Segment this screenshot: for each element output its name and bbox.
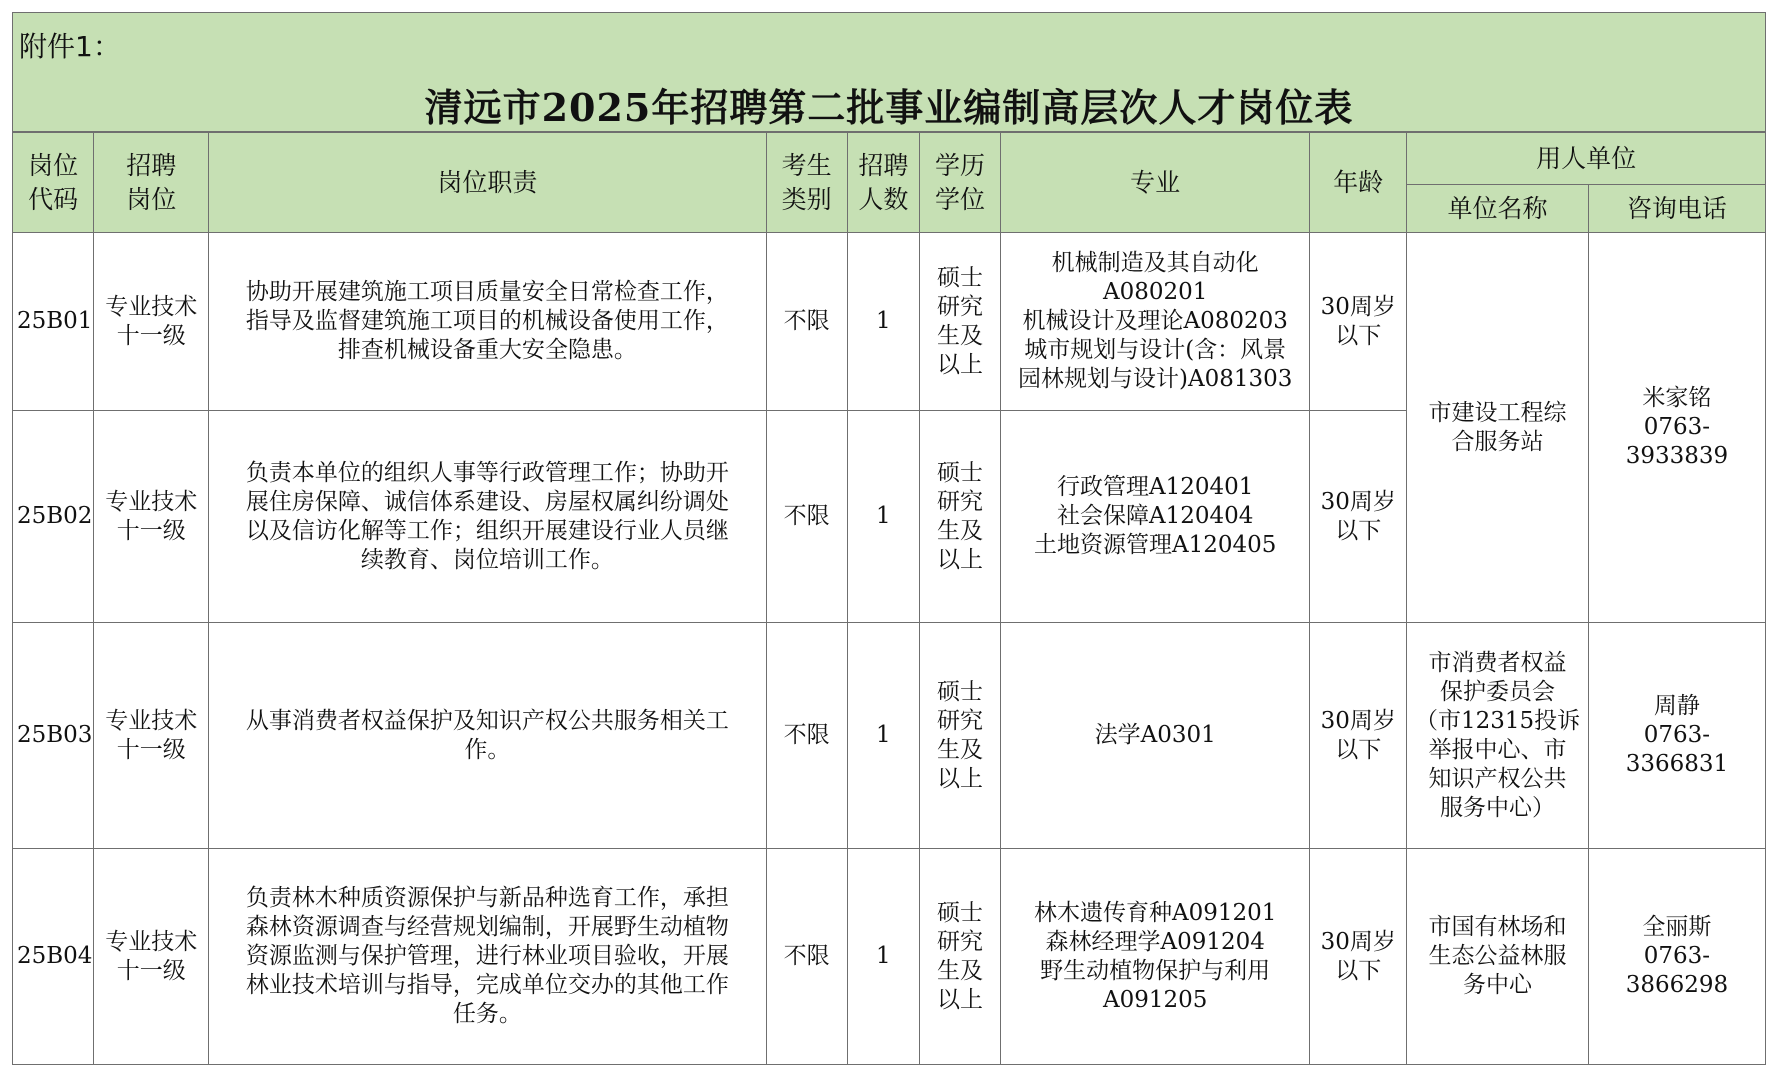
cell-major <box>1001 411 1310 623</box>
header-category-line1: 考生 <box>781 150 832 180</box>
unit-name-line: （市12315投诉 <box>1414 707 1581 734</box>
major-line: 土地资源管理A120405 <box>1033 532 1277 558</box>
edu-line: 以上 <box>937 986 984 1013</box>
duty-line: 负责林木种质资源保护与新品种选育工作，承担 <box>245 885 729 911</box>
header-edu-line2: 学位 <box>935 184 986 214</box>
cell-count: 1 <box>847 623 919 849</box>
duty-line: 续教育、岗位培训工作。 <box>360 546 614 573</box>
major-line: 法学A0301 <box>1094 722 1216 748</box>
cell-edu <box>919 849 1000 1065</box>
age-line: 以下 <box>1335 517 1382 544</box>
duty-line: 负责本单位的组织人事等行政管理工作；协助开 <box>245 459 729 486</box>
major-line: 野生动植物保护与利用 <box>1040 957 1271 984</box>
edu-line: 生及 <box>937 957 984 984</box>
post-line: 十一级 <box>116 517 186 544</box>
edu-line: 生及 <box>937 736 984 763</box>
duty-line: 作。 <box>464 736 511 763</box>
cell-duty <box>209 233 766 411</box>
cell-category: 不限 <box>766 623 847 849</box>
unit-name-line: 市消费者权益 <box>1428 649 1567 676</box>
unit-name-line: 务中心 <box>1463 972 1533 998</box>
duty-line: 以及信访化解等工作；组织开展建设行业人员继 <box>245 517 729 544</box>
header-edu <box>919 133 1000 233</box>
cell-age <box>1310 233 1407 411</box>
duty-line: 资源监测与保护管理，进行林业项目验收，开展 <box>245 943 729 969</box>
header-unit-name: 单位名称 <box>1407 185 1589 233</box>
unit-name-line: 市国有林场和 <box>1428 914 1567 940</box>
age-line: 30周岁 <box>1320 928 1396 955</box>
cell-phone <box>1588 623 1765 849</box>
cell-duty <box>209 623 766 849</box>
edu-line: 研究 <box>937 488 984 515</box>
unit-name-line: 市建设工程综 <box>1428 399 1567 426</box>
contact-phone: 0763-3866298 <box>1625 943 1729 998</box>
header-employer-group: 用人单位 <box>1407 133 1766 185</box>
table-row <box>13 849 1766 1065</box>
cell-duty <box>209 411 766 623</box>
unit-name-line: 合服务站 <box>1451 428 1544 455</box>
major-line: 机械制造及其自动化 <box>1051 250 1259 276</box>
cell-post <box>94 411 209 623</box>
post-line: 十一级 <box>116 957 186 984</box>
age-line: 30周岁 <box>1320 488 1396 515</box>
age-line: 以下 <box>1335 736 1382 763</box>
header-code <box>13 133 94 233</box>
major-line: A091205 <box>1102 986 1208 1013</box>
cell-code: 25B01 <box>13 233 94 411</box>
cell-age <box>1310 623 1407 849</box>
header-code-line2: 代码 <box>28 184 79 214</box>
unit-name-line: 保护委员会 <box>1440 678 1556 705</box>
cell-category: 不限 <box>766 411 847 623</box>
edu-line: 硕士 <box>937 678 984 705</box>
edu-line: 硕士 <box>937 264 984 291</box>
contact-name: 米家铭 <box>1642 385 1712 411</box>
post-line: 十一级 <box>116 736 186 763</box>
cell-phone <box>1588 233 1765 623</box>
age-line: 30周岁 <box>1320 707 1396 734</box>
edu-line: 研究 <box>937 928 984 955</box>
major-line: A080201 <box>1102 279 1208 305</box>
post-line: 专业技术 <box>105 293 198 320</box>
edu-line: 以上 <box>937 546 984 573</box>
header-duty: 岗位职责 <box>209 133 766 233</box>
unit-name-line: 举报中心、市 <box>1428 736 1567 763</box>
post-line: 专业技术 <box>105 488 198 515</box>
cell-count: 1 <box>847 411 919 623</box>
unit-name-line: 服务中心） <box>1440 794 1556 821</box>
contact-name: 周静 <box>1653 693 1700 719</box>
cell-duty <box>209 849 766 1065</box>
edu-line: 硕士 <box>937 899 984 926</box>
cell-unit-name <box>1407 623 1589 849</box>
header-category-line2: 类别 <box>781 184 832 214</box>
unit-name-line: 知识产权公共 <box>1428 765 1567 792</box>
cell-phone <box>1588 849 1765 1065</box>
duty-line: 任务。 <box>452 1001 522 1027</box>
edu-line: 以上 <box>937 765 984 792</box>
cell-code: 25B02 <box>13 411 94 623</box>
header-category <box>766 133 847 233</box>
table-row <box>13 623 1766 849</box>
cell-post <box>94 233 209 411</box>
header-major: 专业 <box>1001 133 1310 233</box>
duty-line: 从事消费者权益保护及知识产权公共服务相关工 <box>245 707 729 734</box>
major-line: 园林规划与设计)A081303 <box>1017 366 1293 392</box>
header-code-line1: 岗位 <box>28 150 79 180</box>
header-band <box>12 12 1766 132</box>
duty-line: 林业技术培训与指导，完成单位交办的其他工作 <box>245 972 729 998</box>
major-line: 社会保障A120404 <box>1056 503 1254 529</box>
header-count <box>847 133 919 233</box>
age-line: 以下 <box>1335 957 1382 984</box>
header-edu-line1: 学历 <box>935 150 986 180</box>
post-line: 专业技术 <box>105 707 198 734</box>
edu-line: 硕士 <box>937 459 984 486</box>
cell-post <box>94 849 209 1065</box>
edu-line: 研究 <box>937 293 984 320</box>
cell-count: 1 <box>847 233 919 411</box>
cell-post <box>94 623 209 849</box>
edu-line: 研究 <box>937 707 984 734</box>
header-post-line1: 招聘 <box>126 150 177 180</box>
page-title: 清远市2025年招聘第二批事业编制高层次人才岗位表 <box>424 85 1354 130</box>
contact-name: 全丽斯 <box>1642 914 1712 940</box>
header-age: 年龄 <box>1310 133 1407 233</box>
cell-unit-name <box>1407 233 1589 623</box>
duty-line: 协助开展建筑施工项目质量安全日常检查工作， <box>245 279 729 305</box>
header-post-line2: 岗位 <box>126 184 177 214</box>
cell-major <box>1001 623 1310 849</box>
duty-line: 指导及监督建筑施工项目的机械设备使用工作， <box>245 308 729 334</box>
cell-edu <box>919 623 1000 849</box>
header-count-line1: 招聘 <box>858 150 909 180</box>
header-post <box>94 133 209 233</box>
cell-edu <box>919 411 1000 623</box>
contact-phone: 0763-3366831 <box>1625 722 1729 777</box>
duty-line: 排查机械设备重大安全隐患。 <box>337 337 637 363</box>
cell-age <box>1310 411 1407 623</box>
major-line: 林木遗传育种A091201 <box>1033 899 1277 926</box>
attachment-label: 附件1： <box>19 30 121 63</box>
edu-line: 生及 <box>937 322 984 349</box>
cell-major <box>1001 849 1310 1065</box>
cell-code: 25B03 <box>13 623 94 849</box>
unit-name-line: 生态公益林服 <box>1428 943 1567 969</box>
cell-edu <box>919 233 1000 411</box>
age-line: 以下 <box>1335 322 1382 349</box>
major-line: 行政管理A120401 <box>1056 474 1254 500</box>
recruitment-sheet <box>12 12 1766 1072</box>
positions-table <box>12 132 1766 1065</box>
duty-line: 展住房保障、诚信体系建设、房屋权属纠纷调处 <box>245 488 729 515</box>
age-line: 30周岁 <box>1320 293 1396 320</box>
cell-code: 25B04 <box>13 849 94 1065</box>
cell-count: 1 <box>847 849 919 1065</box>
duty-line: 森林资源调查与经营规划编制，开展野生动植物 <box>245 914 729 940</box>
edu-line: 以上 <box>937 351 984 378</box>
post-line: 十一级 <box>116 322 186 349</box>
cell-age <box>1310 849 1407 1065</box>
major-line: 森林经理学A091204 <box>1045 928 1265 955</box>
contact-phone: 0763-3933839 <box>1625 414 1729 469</box>
table-row <box>13 233 1766 411</box>
major-line: 机械设计及理论A080203 <box>1022 308 1288 334</box>
cell-major <box>1001 233 1310 411</box>
cell-category: 不限 <box>766 849 847 1065</box>
cell-unit-name <box>1407 849 1589 1065</box>
header-phone: 咨询电话 <box>1588 185 1765 233</box>
header-count-line2: 人数 <box>858 184 909 214</box>
cell-category: 不限 <box>766 233 847 411</box>
edu-line: 生及 <box>937 517 984 544</box>
major-line: 城市规划与设计(含：风景 <box>1024 337 1287 363</box>
post-line: 专业技术 <box>105 928 198 955</box>
